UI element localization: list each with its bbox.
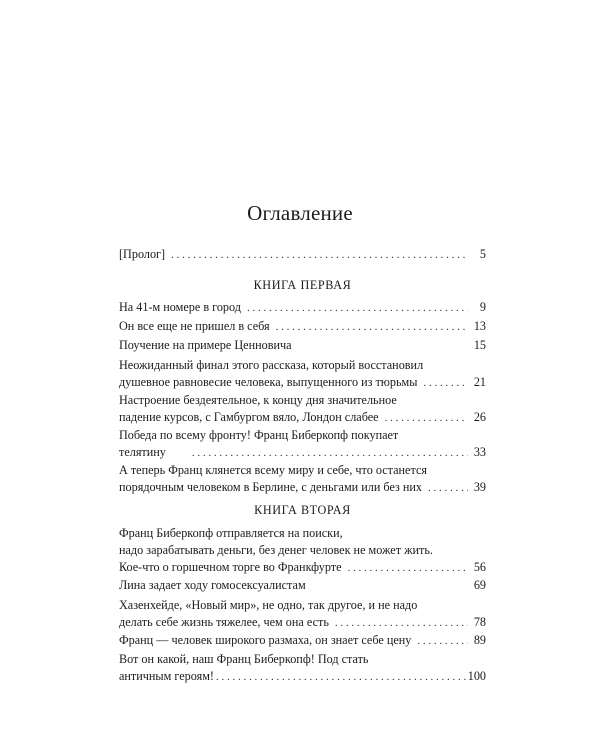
toc-entry-text: Франц — человек широкого размаха, он знает себе цену: [119, 633, 412, 647]
toc-entry[interactable]: [119, 392, 486, 427]
toc-page-number: 78: [473, 615, 486, 629]
toc-entry-line: Неожиданный финал этого рассказа, который восстановил: [119, 358, 424, 372]
toc-entry-text: античным героям!: [119, 669, 214, 683]
toc-entry-text: падение курсов, с Гамбургом вяло, Лондон слабее: [119, 410, 379, 424]
toc-entry-line: [119, 559, 486, 577]
toc-entry-line: Хазенхейде, «Новый мир», не одно, так другое, и не надо: [119, 598, 418, 612]
toc-entry[interactable]: [119, 427, 486, 462]
toc-page-number: 39: [473, 480, 486, 494]
toc-page-number: 5: [479, 247, 486, 261]
toc-entry-line: А теперь Франц клянется всему миру и себе, что останется: [119, 463, 427, 477]
toc-entry[interactable]: [119, 357, 486, 392]
toc-page-number: 15: [473, 338, 486, 352]
toc-page-number: 33: [473, 445, 486, 459]
toc-title: Оглавление: [247, 201, 353, 225]
toc-entry-line: [119, 614, 486, 632]
toc-entry-line: [119, 479, 486, 497]
toc-entry-text: телятину: [119, 445, 166, 459]
leader-dots: [171, 247, 468, 264]
leader-dots: [348, 560, 468, 577]
toc-page-number: 56: [473, 560, 486, 574]
toc-page-number: 89: [473, 633, 486, 647]
toc-entry-text: На 41-м номере в город: [119, 300, 241, 314]
toc-entry[interactable]: [119, 577, 486, 595]
toc-entry-line: Победа по всему фронту! Франц Биберкопф покупает: [119, 428, 399, 442]
leader-dots: [335, 615, 468, 632]
leader-dots: [385, 410, 468, 427]
toc-entry-line: [119, 409, 486, 427]
leader-dots: [247, 300, 468, 317]
leader-dots: [417, 633, 468, 650]
toc-entry-text: Он все еще не пришел в себя: [119, 319, 270, 333]
toc-entry[interactable]: [119, 597, 486, 632]
toc-entry-line: [119, 374, 486, 392]
leader-dots: [192, 445, 468, 462]
toc-entry-line: [119, 577, 486, 595]
toc-entry[interactable]: [119, 632, 486, 650]
toc-page-number: 21: [473, 375, 486, 389]
toc-entry-line: [119, 632, 486, 650]
toc-page-number: 26: [473, 410, 486, 424]
toc-page-number: 9: [479, 300, 486, 314]
leader-dots: [216, 669, 468, 686]
toc-entry-text: Лина задает ходу гомосексуалистам: [119, 578, 306, 592]
toc-entry-line: [119, 668, 486, 686]
toc-entry[interactable]: [119, 318, 486, 336]
toc-entry-prologue[interactable]: [119, 246, 486, 264]
toc-entry[interactable]: [119, 337, 486, 355]
section-heading-book-two: КНИГА ВТОРАЯ: [254, 503, 351, 517]
toc-entry-text: душевное равновесие человека, выпущенного из тюрьмы: [119, 375, 418, 389]
toc-entry-line: надо зарабатывать деньги, без денег человек не может жить.: [119, 543, 433, 557]
toc-entry-line: [119, 246, 486, 264]
toc-page-number: 13: [473, 319, 486, 333]
toc-entry-text: порядочным человеком в Берлине, с деньгами или без них: [119, 480, 423, 494]
toc-entry-line: [119, 337, 486, 355]
toc-entry-line: Франц Биберкопф отправляется на поиски,: [119, 526, 343, 540]
toc-entry-text: [Пролог]: [119, 247, 166, 261]
section-heading-book-one: КНИГА ПЕРВАЯ: [253, 278, 352, 292]
toc-entry[interactable]: [119, 299, 486, 317]
leader-dots: [428, 480, 468, 497]
toc-page-number: 69: [473, 578, 486, 592]
toc-entry-line: [119, 444, 486, 462]
leader-dots: [276, 319, 468, 336]
toc-entry-line: Настроение бездеятельное, к концу дня значительное: [119, 393, 397, 407]
toc-entry-line: [119, 318, 486, 336]
toc-entry[interactable]: [119, 462, 486, 497]
toc-page-number: 100: [467, 669, 486, 683]
toc-entry-text: делать себе жизнь тяжелее, чем она есть: [119, 615, 329, 629]
toc-entry[interactable]: [119, 651, 486, 686]
toc-entry-text: Кое-что о горшечном торге во Франкфурте: [119, 560, 342, 574]
toc-entry-line: [119, 299, 486, 317]
toc-entry-line: Вот он какой, наш Франц Биберкопф! Под стать: [119, 652, 369, 666]
toc-entry-text: Поучение на примере Ценновича: [119, 338, 292, 352]
leader-dots: [423, 375, 468, 392]
toc-entry[interactable]: [119, 525, 486, 577]
